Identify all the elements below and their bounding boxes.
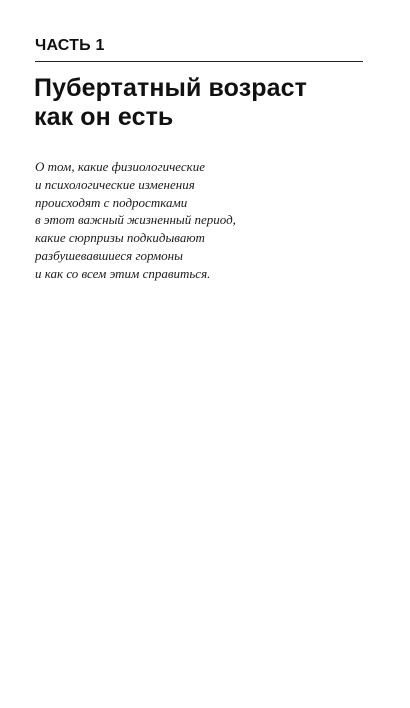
header-rule [35,61,363,62]
chapter-title [34,74,374,132]
description-line-3: происходят с подростками [35,194,188,210]
description-line-5: какие сюрпризы подкидывают [35,230,205,246]
description-line-7: и как со всем этим справиться. [35,265,211,281]
chapter-title-line-2: как он есть [34,103,174,131]
description-line-2: и психологические изменения [35,176,195,192]
description-line-4: в этот важный жизненный период, [35,212,236,228]
part-label: ЧАСТЬ 1 [35,37,105,54]
chapter-title-line-1: Пубертатный возраст [34,74,307,102]
chapter-description [35,158,335,283]
description-line-6: разбушевавшиеся гормоны [35,247,183,263]
description-line-1: О том, какие физиологические [35,159,205,174]
